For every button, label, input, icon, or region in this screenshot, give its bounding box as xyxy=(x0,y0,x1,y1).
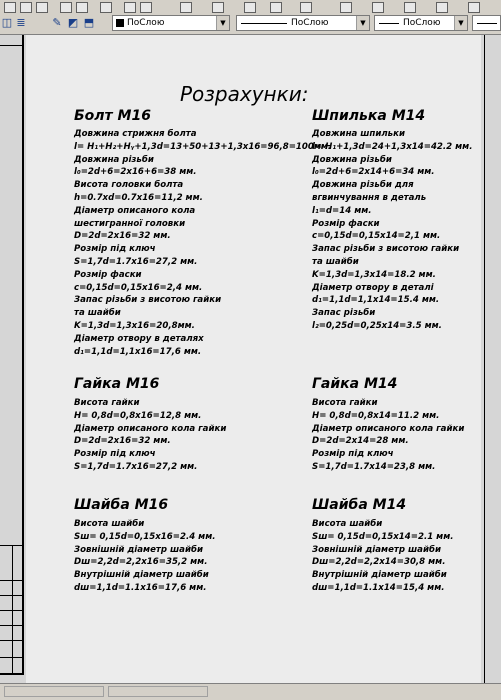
calc-line: S=1,7d=1.7x16=27,2 мм. xyxy=(74,461,198,472)
tool-button-icon[interactable] xyxy=(36,2,48,13)
calc-line: d₁=1,1d=1,1x16=17,6 мм. xyxy=(74,346,202,357)
calc-line: Sш= 0,15d=0,15x16=2.4 мм. xyxy=(74,531,216,542)
calc-line: c=0,15d=0,15x16=2,4 мм. xyxy=(74,282,203,293)
tool-button-icon[interactable] xyxy=(100,2,112,13)
washer16-heading: Шайба М16 xyxy=(74,497,169,513)
border-line xyxy=(0,625,22,626)
lineweight-preview-icon xyxy=(379,23,399,24)
layers-manager-icon[interactable]: ≣ xyxy=(16,16,26,29)
calc-line: d₁=1,1d=1,1x14=15.4 мм. xyxy=(312,295,440,306)
calc-line: S=1,7d=1.7x14=23,8 мм. xyxy=(312,461,436,472)
border-line xyxy=(0,640,22,641)
washer14-heading: Шайба М14 xyxy=(312,497,407,513)
calc-line: Запас різьби xyxy=(312,308,376,319)
calc-line: D=2d=2x16=32 мм. xyxy=(74,436,171,447)
tool-button-icon[interactable] xyxy=(372,2,384,13)
tool-button-icon[interactable] xyxy=(468,2,480,13)
calc-line: l₂=0,25d=0,25x14=3.5 мм. xyxy=(312,320,442,331)
calc-line: Діаметр отвору в деталях xyxy=(74,333,204,344)
calc-line: Діаметр описаного кола гайки xyxy=(312,423,465,434)
tool-button-icon[interactable] xyxy=(300,2,312,13)
calc-line: Висота шайби xyxy=(312,519,383,529)
calc-line: D=2d=2x14=28 мм. xyxy=(312,436,409,447)
calc-line: Висота головки болта xyxy=(74,180,184,191)
lineweight-combo-text: ПоСлою xyxy=(403,18,441,28)
calc-line: l₀=2d+6=2x16+6=38 мм. xyxy=(74,167,197,178)
border-line xyxy=(0,45,22,46)
nut16-heading: Гайка М16 xyxy=(74,376,160,392)
stud-calculations xyxy=(312,128,472,333)
drawing-border-left xyxy=(0,35,24,675)
tool-button-icon[interactable] xyxy=(4,2,16,13)
layer-state-icon[interactable]: ◫ xyxy=(1,16,13,29)
calc-line: dш=1,1d=1.1x14=15,4 мм. xyxy=(312,582,445,593)
calc-line: Зовнішній діаметр шайби xyxy=(74,544,203,555)
tool-button-icon[interactable] xyxy=(180,2,192,13)
calc-line: Висота гайки xyxy=(312,398,378,408)
calc-line: Розмір під ключ xyxy=(312,449,394,460)
calc-line: та шайби xyxy=(312,256,359,267)
calc-line: Dш=2,2d=2,2x16=35,2 мм. xyxy=(74,557,208,568)
calc-line: H= 0,8d=0,8x16=12,8 мм. xyxy=(74,410,202,421)
tool-button-icon[interactable] xyxy=(340,2,352,13)
bolt-calculations xyxy=(74,128,331,358)
calc-line: l= H₁+1,3d=24+1,3x14=42.2 мм. xyxy=(312,141,473,152)
status-panel xyxy=(108,686,208,697)
border-line xyxy=(0,657,22,658)
calc-line: Запас різьби з висотою гайки xyxy=(312,244,460,255)
tool-button-icon[interactable] xyxy=(60,2,72,13)
calc-line: K=1,3d=1,3x16=20,8мм. xyxy=(74,320,195,331)
tool-button-icon[interactable] xyxy=(436,2,448,13)
tool-button-icon[interactable] xyxy=(212,2,224,13)
make-current-icon[interactable]: ⬒ xyxy=(83,16,95,29)
calc-line: S=1,7d=1.7x16=27,2 мм. xyxy=(74,256,198,267)
color-swatch-icon xyxy=(116,19,124,27)
tool-button-icon[interactable] xyxy=(140,2,152,13)
tool-button-icon[interactable] xyxy=(76,2,88,13)
calc-line: H= 0,8d=0,8x14=11.2 мм. xyxy=(312,410,440,421)
calc-line: Висота шайби xyxy=(74,519,145,529)
tool-button-icon[interactable] xyxy=(270,2,282,13)
calc-line: Sш= 0,15d=0,15x14=2.1 мм. xyxy=(312,531,454,542)
calc-line: D=2d=2x16=32 мм. xyxy=(74,231,171,242)
linetype-preview-icon xyxy=(241,23,287,24)
status-panel xyxy=(4,686,104,697)
calc-line: Внутрішній діаметр шайби xyxy=(74,570,209,581)
chevron-down-icon[interactable]: ▼ xyxy=(216,16,229,30)
properties-toolbar xyxy=(0,13,501,35)
layer-previous-icon[interactable]: ◩ xyxy=(67,16,79,29)
border-line xyxy=(0,545,22,546)
lineweight-combo[interactable] xyxy=(374,15,468,31)
chevron-down-icon[interactable]: ▼ xyxy=(356,16,369,30)
border-line xyxy=(0,580,22,581)
calc-line: Довжина стрижня болта xyxy=(74,129,197,139)
drawing-sheet xyxy=(26,35,481,683)
calc-line: c=0,15d=0,15x14=2,1 мм. xyxy=(312,231,441,242)
linetype-combo-text: ПоСлою xyxy=(291,18,329,28)
calc-line: Діаметр описаного кола xyxy=(74,205,196,216)
border-line xyxy=(0,610,22,611)
calc-line: l₀=2d+6=2x14+6=34 мм. xyxy=(312,167,435,178)
bolt-heading: Болт М16 xyxy=(74,108,151,124)
match-properties-icon[interactable]: ✎ xyxy=(52,16,62,29)
calc-line: Розмір під ключ xyxy=(74,449,156,460)
top-toolbar-strip xyxy=(0,0,501,14)
color-combo-text: ПоСлою xyxy=(127,18,165,28)
calc-line: Розмір фаски xyxy=(74,269,142,280)
calc-line: K=1,3d=1,3x14=18.2 мм. xyxy=(312,269,436,280)
tool-button-icon[interactable] xyxy=(244,2,256,13)
washer14-calculations xyxy=(312,518,454,595)
calc-line: Діаметр описаного кола гайки xyxy=(74,423,227,434)
calc-line: l= H₁+H₂+Hᵧ+1,3d=13+50+13+1,3x16=96,8=100мм. xyxy=(74,141,332,152)
border-line xyxy=(0,595,22,596)
tool-button-icon[interactable] xyxy=(20,2,32,13)
calc-line: Довжина різьби для xyxy=(312,180,414,191)
tool-button-icon[interactable] xyxy=(404,2,416,13)
calc-line: Розмір під ключ xyxy=(74,244,156,255)
calc-line: Розмір фаски xyxy=(312,218,380,229)
calc-line: l₁=d=14 мм. xyxy=(312,205,372,216)
status-bar xyxy=(0,683,501,700)
calc-line: Внутрішній діаметр шайби xyxy=(312,570,447,581)
calc-line: Діаметр отвору в деталі xyxy=(312,282,434,293)
calc-line: шестигранної головки xyxy=(74,218,186,229)
drawing-canvas[interactable] xyxy=(0,35,501,683)
stud-heading: Шпилька М14 xyxy=(312,108,426,124)
nut14-heading: Гайка М14 xyxy=(312,376,398,392)
calc-line: Довжина різьби xyxy=(74,154,154,165)
calc-line: Dш=2,2d=2,2x14=30,8 мм. xyxy=(312,557,446,568)
calc-line: Довжина шпильки xyxy=(312,129,405,139)
calc-line: Довжина різьби xyxy=(312,154,392,165)
drawing-title: Розрахунки: xyxy=(180,82,309,106)
color-combo[interactable] xyxy=(112,15,230,31)
border-line xyxy=(12,545,13,673)
calc-line: dш=1,1d=1.1x16=17,6 мм. xyxy=(74,582,207,593)
nut16-calculations xyxy=(74,397,226,474)
tool-button-icon[interactable] xyxy=(124,2,136,13)
calc-line: Запас різьби з висотою гайки xyxy=(74,295,222,306)
calc-line: та шайби xyxy=(74,308,121,319)
washer16-calculations xyxy=(74,518,216,595)
chevron-down-icon[interactable]: ▼ xyxy=(454,16,467,30)
linetype-combo[interactable] xyxy=(236,15,370,31)
calc-line: вгвинчування в деталь xyxy=(312,192,427,203)
plotstyle-combo[interactable] xyxy=(472,15,501,31)
drawing-border-right xyxy=(484,35,485,683)
plotstyle-preview-icon xyxy=(477,23,497,24)
nut14-calculations xyxy=(312,397,464,474)
calc-line: Зовнішній діаметр шайби xyxy=(312,544,441,555)
calc-line: h=0.7xd=0.7x16=11,2 мм. xyxy=(74,192,203,203)
calc-line: Висота гайки xyxy=(74,398,140,408)
